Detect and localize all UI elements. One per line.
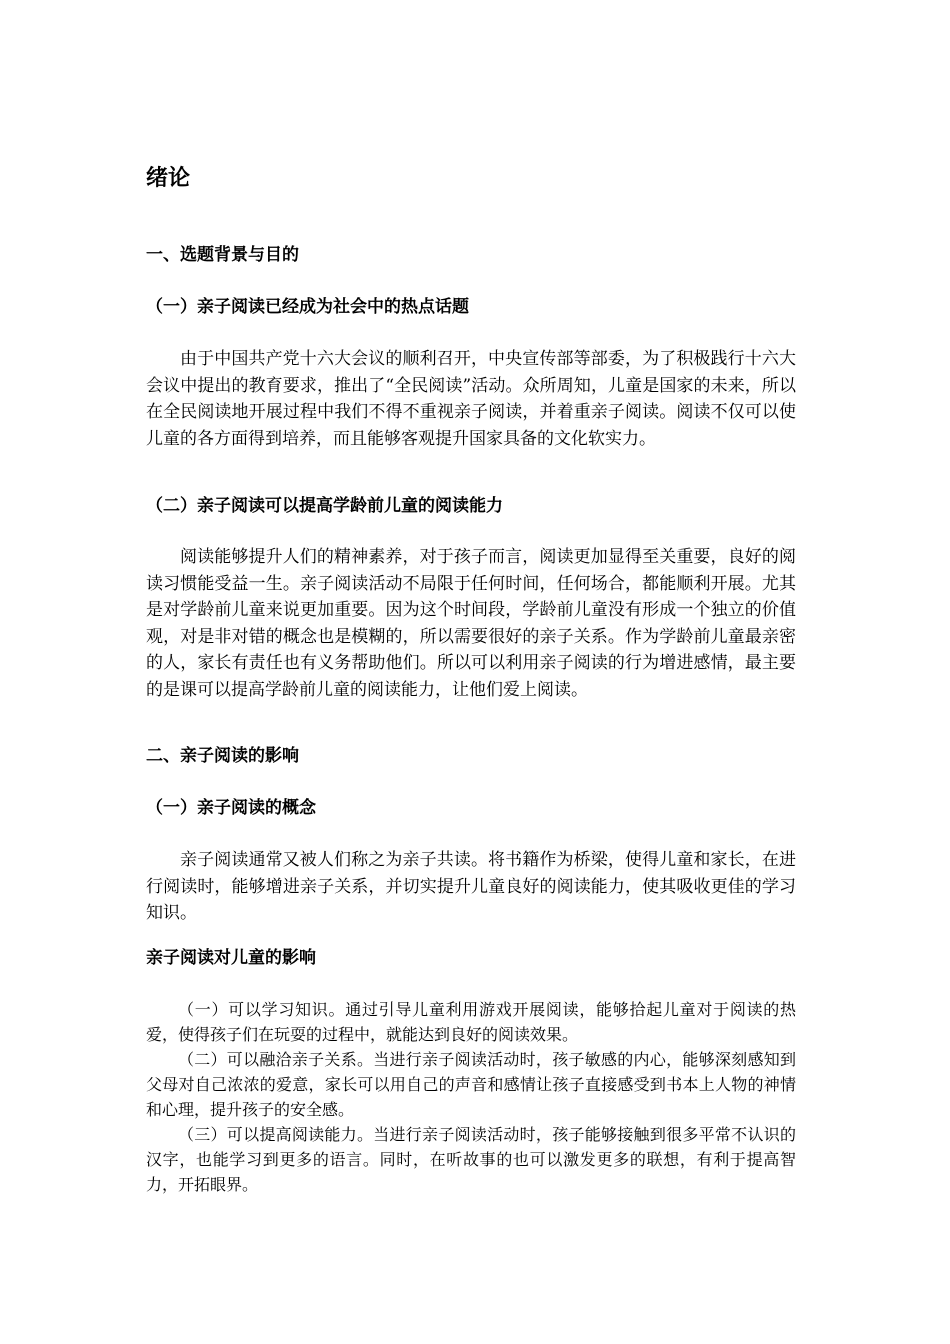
document-title: 绪论	[146, 166, 191, 191]
subsection-heading-2-2: 亲子阅读对儿童的影响	[146, 948, 316, 968]
paragraph-1-1: 由于中国共产党十六大会议的顺利召开，中央宣传部等部委，为了积极践行十六大会议中提出的教育要求，推出了“全民阅读”活动。众所周知，儿童是国家的未来，所以在全民阅读地开展过程中我们不得不重视亲子阅读，并着重亲子阅读。阅读不仅可以使儿童的各方面得到培养，而且能够客观提升国家具备的文化软实力。	[146, 349, 796, 449]
paragraph-2-1: 亲子阅读通常又被人们称之为亲子共读。将书籍作为桥梁，使得儿童和家长，在进行阅读时，能够增进亲子关系，并切实提升儿童良好的阅读能力，使其吸收更佳的学习知识。	[146, 850, 796, 923]
list-item: （二）可以融洽亲子关系。当进行亲子阅读活动时，孩子敏感的内心，能够深刻感知到父母对自己浓浓的爱意，家长可以用自己的声音和感情让孩子直接感受到书本上人物的神情和心理，提升孩子的安全感。	[146, 1050, 796, 1119]
subsection-heading-1-1: （一）亲子阅读已经成为社会中的热点话题	[146, 297, 469, 317]
section-heading-1: 一、选题背景与目的	[146, 245, 299, 265]
subsection-heading-1-2: （二）亲子阅读可以提高学龄前儿童的阅读能力	[146, 496, 503, 516]
paragraph-1-2: 阅读能够提升人们的精神素养，对于孩子而言，阅读更加显得至关重要，良好的阅读习惯能受益一生。亲子阅读活动不局限于任何时间，任何场合，都能顺利开展。尤其是对学龄前儿童来说更加重要。因为这个时间段，学龄前儿童没有形成一个独立的价值观，对是非对错的概念也是模糊的，所以需要很好的亲子关系。作为学龄前儿童最亲密的人，家长有责任也有义务帮助他们。所以可以利用亲子阅读的行为增进感情，最主要的是课可以提高学龄前儿童的阅读能力，让他们爱上阅读。	[146, 547, 796, 700]
section-heading-2: 二、亲子阅读的影响	[146, 746, 299, 766]
list-item: （一）可以学习知识。通过引导儿童利用游戏开展阅读，能够拾起儿童对于阅读的热爱，使得孩子们在玩耍的过程中，就能达到良好的阅读效果。	[146, 1000, 796, 1044]
subsection-heading-2-1: （一）亲子阅读的概念	[146, 798, 316, 818]
list-item: （三）可以提高阅读能力。当进行亲子阅读活动时，孩子能够接触到很多平常不认识的汉字，也能学习到更多的语言。同时，在听故事的也可以激发更多的联想，有利于提高智力，开拓眼界。	[146, 1125, 796, 1194]
